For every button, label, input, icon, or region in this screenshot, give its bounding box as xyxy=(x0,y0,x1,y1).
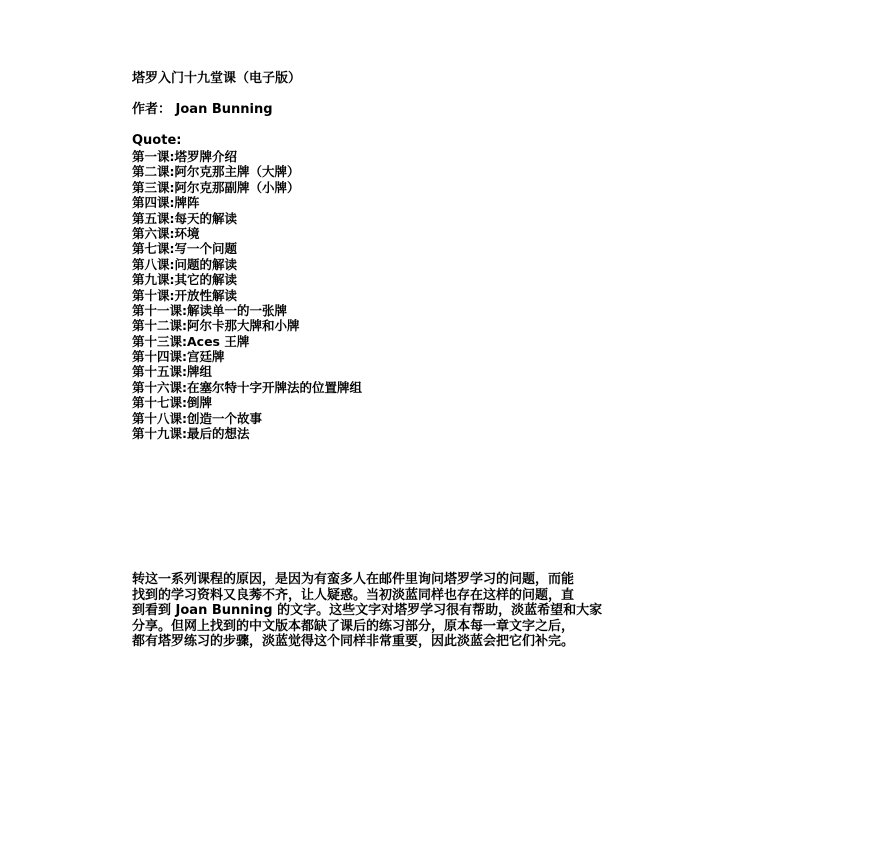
lesson-item: 第四课:牌阵 xyxy=(132,195,200,211)
lesson-item: 第十课:开放性解读 xyxy=(132,287,237,303)
intro-paragraph xyxy=(132,572,732,650)
lesson-item: 第九课:其它的解读 xyxy=(132,272,237,288)
lesson-item: 第十九课:最后的想法 xyxy=(132,426,250,442)
lesson-list xyxy=(132,149,362,441)
lesson-item: 第五课:每天的解读 xyxy=(132,210,237,226)
lesson-item: 第一课:塔罗牌介绍 xyxy=(132,149,237,164)
intro-line: 都有塔罗练习的步骤，淡蓝觉得这个同样非常重要，因此淡蓝会把它们补完。 xyxy=(132,634,575,650)
lesson-item: 第十八课:创造一个故事 xyxy=(132,410,262,426)
lesson-item: 第七课:写一个问题 xyxy=(132,241,237,257)
lesson-item: 第十二课:阿尔卡那大牌和小牌 xyxy=(132,318,300,334)
document-title: 塔罗入门十九堂课（电子版） xyxy=(132,71,302,86)
intro-line: 找到的学习资料又良莠不齐，让人疑惑。当初淡蓝同样也存在这样的问题，直 xyxy=(132,587,575,603)
lesson-item: 第六课:环境 xyxy=(132,225,200,241)
lesson-item: 第十七课:倒牌 xyxy=(132,395,212,411)
intro-line: 转这一系列课程的原因，是因为有蛮多人在邮件里询问塔罗学习的问题，而能 xyxy=(132,572,575,587)
intro-line: 分享。但网上找到的中文版本都缺了课后的练习部分，原本每一章文字之后， xyxy=(132,618,575,634)
lesson-item: 第八课:问题的解读 xyxy=(132,256,237,272)
lesson-item: 第十三课:Aces 王牌 xyxy=(132,333,250,349)
lesson-item: 第三课:阿尔克那副牌（小牌） xyxy=(132,179,300,195)
quote-label: Quote: xyxy=(132,133,182,148)
lesson-item: 第十五课:牌组 xyxy=(132,364,212,380)
lesson-item: 第十一课:解读单一的一张牌 xyxy=(132,302,287,318)
lesson-item: 第二课:阿尔克那主牌（大牌） xyxy=(132,164,300,180)
lesson-item: 第十四课:宫廷牌 xyxy=(132,349,225,365)
lesson-item: 第十六课:在塞尔特十字开牌法的位置牌组 xyxy=(132,379,362,395)
intro-line: 到看到 Joan Bunning 的文字。这些文字对塔罗学习很有帮助，淡蓝希望和大家 xyxy=(132,603,603,619)
author-line: 作者： Joan Bunning xyxy=(132,102,273,117)
